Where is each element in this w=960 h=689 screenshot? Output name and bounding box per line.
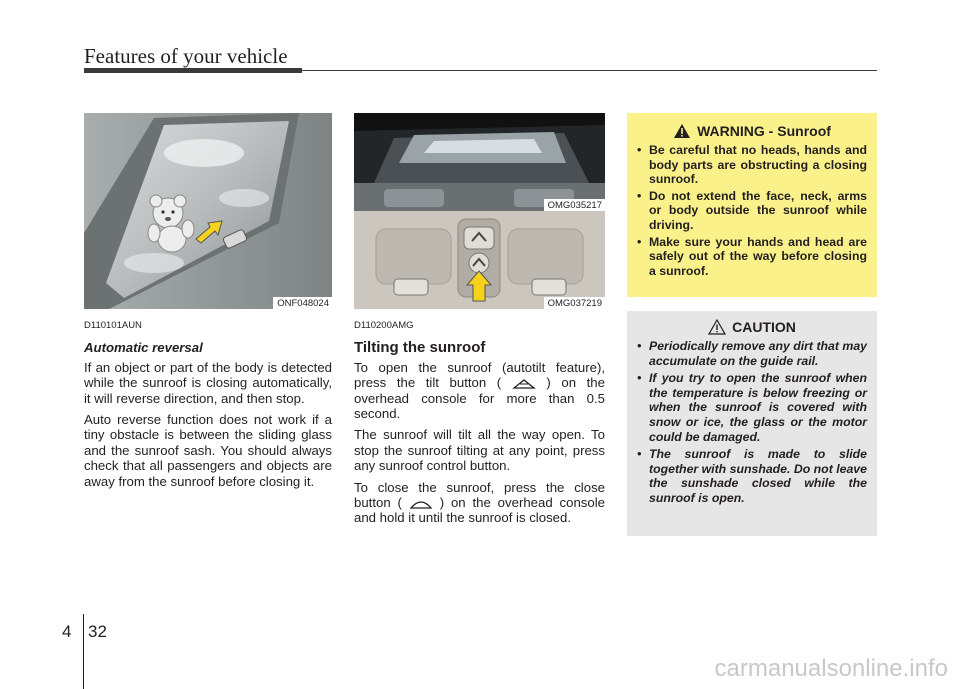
caution-title-text: CAUTION [732,319,796,335]
watermark-text: carmanualsonline.info [714,655,948,682]
automatic-reversal-section [84,318,332,495]
photo-caption: OMG037219 [544,297,605,309]
caution-item: • Periodically remove any dirt that may accumulate on the guide rail. [637,339,867,368]
warning-box [627,113,877,297]
photo-caption: OMG035217 [544,199,605,211]
paragraph: The sunroof will tilt all the way open. To stop the sunroof tilting at any point, press any sunroof control button. [354,427,605,474]
paragraph [354,480,605,526]
caution-item: • If you try to open the sunroof when the temperature is below freezing or when the sunroof is covered with snow or ice, the glass or the motor could be damaged. [637,371,867,444]
warning-item: • Make sure your hands and head are safely out of the way before closing a sunroof. [637,235,867,279]
paragraph-text: ) on the overhead console for more than 0.5 second. [354,375,605,422]
page-header-title: Features of your vehicle [84,44,288,68]
warning-item: • Do not extend the face, neck, arms or body outside the sunroof while driving. [637,189,867,233]
caution-list [637,339,867,506]
paragraph: Auto reverse function does not work if a tiny obstacle is between the sliding glass and the sunroof sash. You should always check that all passengers and objects are away from the sunroof before closing it. [84,412,332,489]
caution-title [637,319,867,335]
section-code: D110101AUN [84,320,142,331]
overhead-console-photo [354,211,605,309]
section-code: D110200AMG [354,320,414,331]
close-down-icon [409,498,433,510]
sunroof-photo [84,113,332,309]
caution-triangle-icon [708,319,726,335]
paragraph-text: To open the sunroof (autotilt feature), press the tilt button ( [354,359,605,391]
caution-box [627,311,877,536]
tilting-sunroof-section [354,318,605,532]
paragraph: If an object or part of the body is detected while the sunroof is closing automatically, it will reverse direction, and then stop. [84,359,332,406]
overhead-console-illustration [354,211,605,309]
caution-item: • The sunroof is made to slide together with sunshade. Do not leave the sunshade closed while the sunroof is open. [637,447,867,505]
sunroof-illustration [84,113,332,309]
warning-title-strong: WARNING - [697,123,774,139]
paragraph-text: ) on the overhead console and hold it until the sunroof is closed. [354,495,605,526]
warning-item: • Be careful that no heads, hands and body parts are obstructing a closing sunroof. [637,143,867,187]
chapter-number: 4 [62,622,72,641]
warning-triangle-icon [673,123,691,139]
paragraph-text: To close the sunroof, press the close button ( [354,479,605,511]
header-rule [302,70,877,71]
section-subheading: Automatic reversal [84,340,203,356]
tilt-up-icon [512,378,536,390]
photo-caption: ONF048024 [273,297,332,309]
paragraph [354,360,605,422]
warning-title-rest: Sunroof [777,123,831,139]
section-heading: Tilting the sunroof [354,339,486,357]
warning-title [637,123,867,139]
car-roof-photo [354,113,605,211]
header-bar [84,68,302,73]
warning-list [637,143,867,278]
car-roof-illustration [354,113,605,211]
page-number: 32 [88,622,107,641]
footer-divider [83,614,84,689]
